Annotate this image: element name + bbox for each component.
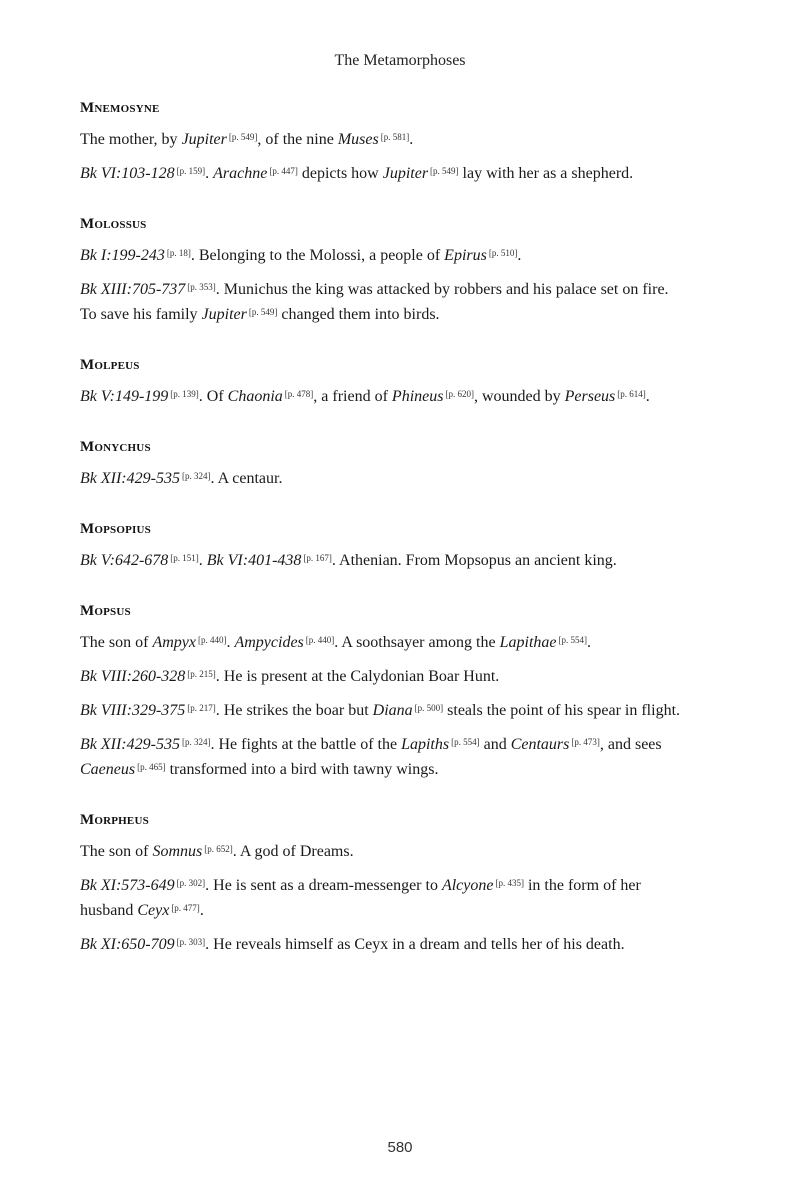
entry-text: . Athenian. From Mopsopus an ancient king. [331, 552, 617, 569]
page-reference[interactable]: [p. 151] [170, 553, 199, 563]
entry-text: , a friend of [313, 388, 392, 405]
entry-paragraph [80, 465, 685, 490]
entry-text: changed them into birds. [277, 306, 440, 323]
entry-text: . A soothsayer among the [334, 634, 500, 651]
reference-link[interactable]: Ampycides [234, 634, 304, 651]
entry-text: . He is sent as a dream-messenger to [205, 877, 442, 894]
page-reference[interactable]: [p. 324] [181, 471, 211, 481]
page-reference[interactable]: [p. 465] [137, 762, 166, 772]
entry-headword: Molpeus [80, 357, 140, 373]
reference-link[interactable]: Ceyx [137, 902, 170, 919]
entry-text: . He is present at the Calydonian Boar Hunt. [215, 668, 500, 685]
entry-text: . [645, 388, 650, 405]
page-reference[interactable]: [p. 440] [305, 635, 335, 645]
reference-link[interactable]: Centaurs [510, 736, 570, 753]
entry-paragraph [80, 731, 685, 781]
entry-paragraph [80, 838, 685, 863]
reference-link[interactable]: Phineus [391, 388, 444, 405]
page-reference[interactable]: [p. 440] [197, 635, 227, 645]
reference-link[interactable]: Perseus [564, 388, 616, 405]
reference-link[interactable]: Bk XIII:705-737 [80, 281, 186, 298]
reference-link[interactable]: Bk VI:401-438 [206, 552, 302, 569]
page-reference[interactable]: [p. 478] [284, 389, 314, 399]
index-entry [80, 521, 685, 572]
reference-link[interactable]: Diana [372, 702, 413, 719]
page-reference[interactable]: [p. 554] [451, 737, 480, 747]
page-reference[interactable]: [p. 500] [414, 703, 444, 713]
page-reference[interactable]: [p. 447] [269, 166, 298, 176]
page-reference[interactable]: [p. 614] [617, 389, 646, 399]
entry-headword: Mopsus [80, 603, 131, 619]
page-reference[interactable]: [p. 302] [176, 878, 206, 888]
reference-link[interactable]: Jupiter [382, 165, 429, 182]
running-head: The Metamorphoses [334, 52, 466, 69]
page-reference[interactable]: [p. 324] [181, 737, 211, 747]
page-reference[interactable]: [p. 549] [430, 166, 459, 176]
entry-headword: Mnemosyne [80, 100, 160, 116]
page-reference[interactable]: [p. 159] [176, 166, 206, 176]
index-entries [80, 100, 685, 987]
reference-link[interactable]: Bk XII:429-535 [80, 736, 180, 753]
reference-link[interactable]: Alcyone [441, 877, 494, 894]
reference-link[interactable]: Bk I:199-243 [80, 247, 165, 264]
page-reference[interactable]: [p. 652] [204, 844, 233, 854]
entry-paragraph [80, 697, 685, 722]
reference-link[interactable]: Arachne [213, 165, 268, 182]
entry-paragraph [80, 872, 685, 922]
entry-text: . [586, 634, 591, 651]
page-reference[interactable]: [p. 353] [187, 282, 216, 292]
reference-link[interactable]: Jupiter [181, 131, 227, 148]
entry-text: and [479, 736, 511, 753]
entry-text: , and sees [599, 736, 662, 753]
entry-text: . He reveals himself as Ceyx in a dream and tells her of his death. [205, 936, 625, 953]
entry-text: . He fights at the battle of the [210, 736, 402, 753]
reference-link[interactable]: Caeneus [80, 761, 136, 778]
reference-link[interactable]: Lapithae [499, 634, 557, 651]
entry-text: . Of [198, 388, 228, 405]
entry-paragraph [80, 276, 685, 326]
entry-paragraph [80, 126, 685, 151]
page-reference[interactable]: [p. 303] [176, 937, 206, 947]
entry-text: The son of [80, 843, 153, 860]
entry-paragraph [80, 629, 685, 654]
reference-link[interactable]: Ampyx [152, 634, 196, 651]
entry-text: . [226, 634, 235, 651]
index-entry [80, 439, 685, 490]
page-reference[interactable]: [p. 18] [166, 248, 191, 258]
entry-paragraph [80, 547, 685, 572]
page-reference[interactable]: [p. 581] [380, 132, 410, 142]
page-number: 580 [387, 1139, 413, 1156]
reference-link[interactable]: Bk VIII:260-328 [80, 668, 186, 685]
entry-paragraph [80, 160, 685, 185]
page-reference[interactable]: [p. 167] [303, 553, 332, 563]
reference-link[interactable]: Jupiter [201, 306, 247, 323]
entry-text: steals the point of his spear in flight. [443, 702, 681, 719]
entry-headword: Morpheus [80, 812, 149, 828]
entry-paragraph [80, 383, 685, 408]
reference-link[interactable]: Muses [337, 131, 379, 148]
reference-link[interactable]: Somnus [152, 843, 203, 860]
reference-link[interactable]: Bk V:642-678 [80, 552, 169, 569]
reference-link[interactable]: Bk XII:429-535 [80, 470, 180, 487]
page-reference[interactable]: [p. 510] [488, 248, 518, 258]
reference-link[interactable]: Bk XI:650-709 [80, 936, 175, 953]
entry-paragraph [80, 931, 685, 956]
index-entry [80, 603, 685, 781]
entry-text: The son of [80, 634, 153, 651]
entry-text: . [409, 131, 414, 148]
entry-paragraph [80, 663, 685, 688]
entry-text: , wounded by [473, 388, 565, 405]
entry-text: . A god of Dreams. [232, 843, 354, 860]
page-reference[interactable]: [p. 554] [558, 635, 587, 645]
reference-link[interactable]: Bk VI:103-128 [80, 165, 175, 182]
page-reference[interactable]: [p. 217] [187, 703, 216, 713]
index-entry [80, 812, 685, 956]
entry-text: . Belonging to the Molossi, a people of [190, 247, 445, 264]
page-reference[interactable]: [p. 435] [495, 878, 524, 888]
page-reference[interactable]: [p. 549] [228, 132, 258, 142]
entry-text: The mother, by [80, 131, 182, 148]
index-entry [80, 216, 685, 326]
entry-text: . [199, 902, 204, 919]
reference-link[interactable]: Epirus [444, 247, 487, 264]
page-reference[interactable]: [p. 477] [171, 903, 200, 913]
reference-link[interactable]: Bk V:149-199 [80, 388, 169, 405]
reference-link[interactable]: Bk VIII:329-375 [80, 702, 186, 719]
index-entry [80, 100, 685, 185]
entry-text: lay with her as a shepherd. [458, 165, 634, 182]
reference-link[interactable]: Chaonia [227, 388, 283, 405]
entry-paragraph [80, 242, 685, 267]
index-entry [80, 357, 685, 408]
entry-headword: Mopsopius [80, 521, 151, 537]
entry-text: . Munichus the king was attacked by robbers and his palace set on fire. To save his family [80, 281, 669, 323]
entry-headword: Monychus [80, 439, 151, 455]
entry-headword: Molossus [80, 216, 147, 232]
entry-text: depicts how [297, 165, 383, 182]
entry-text: . He strikes the boar but [215, 702, 373, 719]
page-reference[interactable]: [p. 620] [445, 389, 474, 399]
page-reference[interactable]: [p. 549] [248, 307, 278, 317]
page-reference[interactable]: [p. 215] [187, 669, 216, 679]
entry-text: . [517, 247, 522, 264]
entry-text: transformed into a bird with tawny wings. [165, 761, 439, 778]
entry-text: . [198, 552, 207, 569]
entry-text: , of the nine [257, 131, 338, 148]
reference-link[interactable]: Lapiths [401, 736, 450, 753]
entry-text: . [205, 165, 214, 182]
page-reference[interactable]: [p. 473] [571, 737, 600, 747]
entry-text: . A centaur. [210, 470, 283, 487]
entry-text: in the form of her husband [80, 877, 641, 919]
page-reference[interactable]: [p. 139] [170, 389, 199, 399]
reference-link[interactable]: Bk XI:573-649 [80, 877, 175, 894]
